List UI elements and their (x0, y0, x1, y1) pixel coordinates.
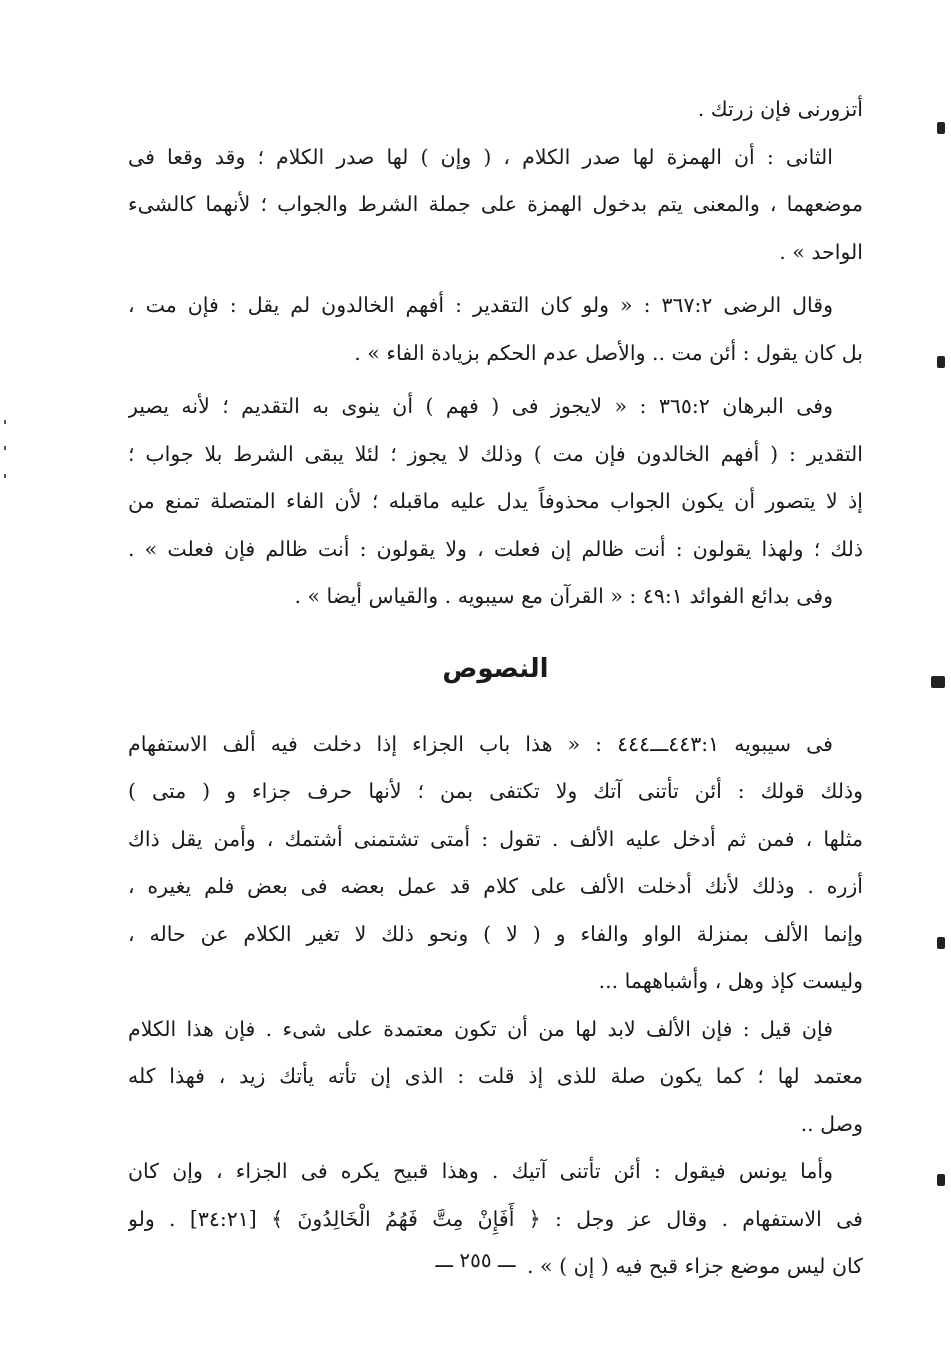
text-line: فإن قيل : فإن الألف لابد لها من أن تكون معتمدة على شىء . فإن هذا الكلام (128, 1016, 833, 1041)
text-line: ذلك ؛ ولهذا يقولون : أنت ظالم إن فعلت ، ولا يقولون : أنت ظالم فإن فعلت » . (128, 536, 863, 561)
text-line: وذلك قولك : أئن تأتنى آتك ولا تكتفى بمن ؛ لأنها حرف جزاء و ( متى ) (128, 779, 863, 803)
text-line: فى سيبويه ٤٤٣:١ـــ٤٤٤ : « هذا باب الجزاء إذا دخلت فيه ألف الاستفهام (128, 731, 833, 756)
text-line: وإنما الألف بمنزلة الواو والفاء و ( لا ) ونحو ذلك لا تغير الكلام عن حاله ، (128, 921, 863, 946)
text-line: فى الاستفهام . وقال عز وجل : ﴿ أَفَإِنْ مِتَّ فَهُمُ الْخَالِدُونَ ﴾ [٣٤:٢١] . ولو (128, 1206, 863, 1231)
scan-speck (4, 446, 6, 450)
text-line: أزره . وذلك لأنك أدخلت الألف على كلام قد عمل بعضه فى بعض فلم يغيره ، (128, 874, 863, 898)
scan-mark (931, 676, 945, 688)
text-line: موضعهما ، والمعنى يتم بدخول الهمزة على جملة الشرط والجواب ؛ لأنهما كالشىء (128, 192, 863, 216)
text-line: الواحد » . (779, 239, 863, 264)
text-line: وصل .. (800, 1111, 863, 1136)
paragraph-continuation (128, 86, 863, 134)
text-line: مثلها ، فمن ثم أدخل عليه الألف . تقول : أمتى تشتمنى أشتمك ، وأمن يقل ذاك (128, 826, 863, 851)
paragraph-sibawayh-quote (128, 721, 863, 1006)
text-line: معتمد لها ؛ كما يكون صلة للذى إذ قلت : الذى إن تأته يأتك زيد ، فهذا كله (128, 1064, 863, 1088)
text-line: كان ليس موضع جزاء قبح فيه ( إن ) » . (527, 1254, 863, 1278)
text-line: إذ لا يتصور أن يكون الجواب محذوفاً يدل عليه ماقبله ؛ لأن الفاء المتصلة تمنع من (128, 489, 863, 513)
scan-mark (937, 1174, 945, 1186)
text-line: وفى البرهان ٣٦٥:٢ : « لايجوز فى ( فهم ) أن ينوى به التقديم ؛ لأنه يصير (128, 394, 833, 418)
text-line: وليست كإذ وهل ، وأشباههما ... (598, 969, 863, 993)
text-line: وقال الرضى ٣٦٧:٢ : « ولو كان التقدير : أفهم الخالدون لم يقل : فإن مت ، (128, 293, 833, 317)
text-line: بل كان يقول : أئن مت .. والأصل عدم الحكم بزيادة الفاء » . (354, 340, 863, 365)
text-line: وفى بدائع الفوائد ٤٩:١ : « القرآن مع سيبويه . والقياس أيضا » . (294, 584, 833, 608)
paragraph-badaei-quote (128, 573, 863, 621)
scan-mark (937, 356, 945, 368)
text-line: الثانى : أن الهمزة لها صدر الكلام ، ( وإن ) لها صدر الكلام ؛ وقد وقعا فى (128, 144, 833, 169)
scan-speck (4, 474, 6, 478)
text-line: أتزورنى فإن زرتك . (697, 97, 863, 121)
paragraph-burhan-quote (128, 383, 863, 573)
section-heading: النصوص (442, 653, 549, 684)
scan-mark (937, 122, 945, 134)
scan-mark (937, 937, 945, 949)
paragraph-radi-quote (128, 282, 863, 377)
text-line: التقدير : ( أفهم الخالدون فإن مت ) وذلك لا يجوز ؛ لئلا يبقى الشرط بلا جواب ؛ (128, 441, 863, 466)
text-line: وأما يونس فيقول : أئن تأتنى آتيك . وهذا قبيح يكره فى الجزاء ، وإن كان (128, 1159, 833, 1183)
page-number: ـــ ٢٥٥ ـــ (435, 1248, 516, 1272)
paragraph-second-reason (128, 134, 863, 277)
document-page (128, 86, 863, 1291)
scan-speck (4, 420, 6, 424)
paragraph-objection (128, 1006, 863, 1149)
